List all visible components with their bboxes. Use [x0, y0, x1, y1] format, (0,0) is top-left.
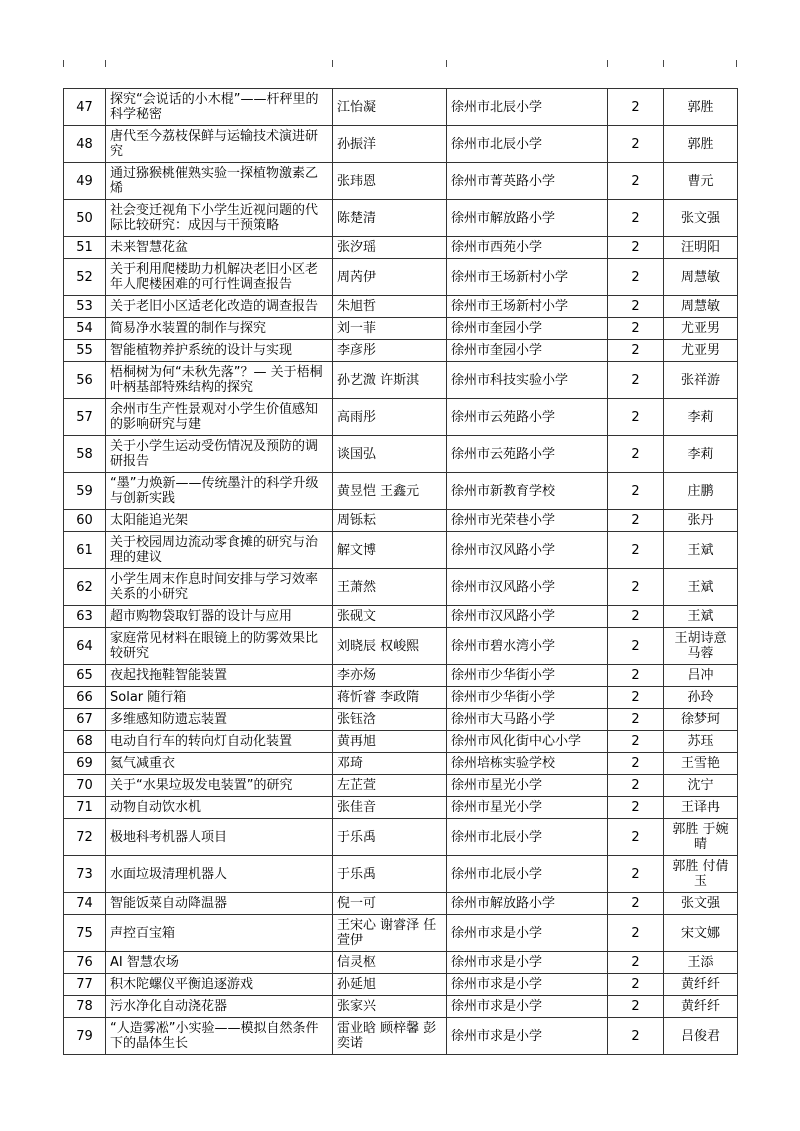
student-names-cell: 江怡凝 [333, 89, 447, 126]
advisor-names-cell: 宋文娜 [664, 915, 738, 952]
advisor-names-cell: 王译冉 [664, 797, 738, 819]
table-row [64, 753, 738, 775]
advisor-names-cell: 张祥游 [664, 362, 738, 399]
advisor-names-cell: 李莉 [664, 399, 738, 436]
table-row [64, 296, 738, 318]
advisor-names-cell: 张文强 [664, 200, 738, 237]
advisor-names-cell: 沈宁 [664, 775, 738, 797]
advisor-names-cell: 张文强 [664, 893, 738, 915]
table-row [64, 628, 738, 665]
student-names-cell: 蒋忻睿 李政隋 [333, 687, 447, 709]
student-names-cell: 张玮恩 [333, 163, 447, 200]
advisor-names-cell: 苏珏 [664, 731, 738, 753]
table-row [64, 532, 738, 569]
school-name-cell: 徐州市奎园小学 [447, 340, 608, 362]
school-name-cell: 徐州市汉风路小学 [447, 606, 608, 628]
table-row [64, 819, 738, 856]
table-row [64, 974, 738, 996]
table-continuation-stub [736, 60, 737, 67]
student-names-cell: 张汐瑶 [333, 237, 447, 259]
school-name-cell: 徐州市新教育学校 [447, 473, 608, 510]
table-row [64, 237, 738, 259]
table-row [64, 952, 738, 974]
school-name-cell: 徐州市少华街小学 [447, 687, 608, 709]
school-name-cell: 徐州市北辰小学 [447, 819, 608, 856]
advisor-names-cell: 李莉 [664, 436, 738, 473]
student-names-cell: 李亦炀 [333, 665, 447, 687]
project-title-cell: 动物自动饮水机 [106, 797, 333, 819]
school-name-cell: 徐州市星光小学 [447, 775, 608, 797]
student-names-cell: 李彦彤 [333, 340, 447, 362]
student-names-cell: 周芮伊 [333, 259, 447, 296]
project-title-cell: 小学生周末作息时间安排与学习效率关系的小研究 [106, 569, 333, 606]
project-title-cell: 声控百宝箱 [106, 915, 333, 952]
table-row [64, 340, 738, 362]
table-row [64, 126, 738, 163]
advisor-names-cell: 王胡诗意 马蓉 [664, 628, 738, 665]
project-title-cell: 关于利用爬楼助力机解决老旧小区老年人爬楼困难的可行性调查报告 [106, 259, 333, 296]
count-cell: 2 [608, 237, 664, 259]
project-title-cell: 通过猕猴桃催熟实验一探植物激素乙烯 [106, 163, 333, 200]
project-title-cell: 梧桐树为何“未秋先落”？— 关于梧桐叶柄基部特殊结构的探究 [106, 362, 333, 399]
row-number-cell: 60 [64, 510, 106, 532]
project-title-cell: 氦气减重衣 [106, 753, 333, 775]
table-continuation-stub [607, 60, 608, 67]
student-names-cell: 陈楚清 [333, 200, 447, 237]
project-title-cell: 唐代至今荔枝保鲜与运输技术演进研究 [106, 126, 333, 163]
table-row [64, 709, 738, 731]
row-number-cell: 79 [64, 1018, 106, 1055]
row-number-cell: 47 [64, 89, 106, 126]
table-continuation-stub [446, 60, 447, 67]
school-name-cell: 徐州市星光小学 [447, 797, 608, 819]
project-title-cell: “墨”力焕新——传统墨汁的科学升级与创新实践 [106, 473, 333, 510]
table-row [64, 731, 738, 753]
project-title-cell: 积木陀螺仪平衡追逐游戏 [106, 974, 333, 996]
row-number-cell: 77 [64, 974, 106, 996]
advisor-names-cell: 孙玲 [664, 687, 738, 709]
student-names-cell: 雷业晗 顾梓馨 彭奕诺 [333, 1018, 447, 1055]
row-number-cell: 54 [64, 318, 106, 340]
school-name-cell: 徐州培栋实验学校 [447, 753, 608, 775]
school-name-cell: 徐州市北辰小学 [447, 89, 608, 126]
advisor-names-cell: 汪明阳 [664, 237, 738, 259]
school-name-cell: 徐州市北辰小学 [447, 856, 608, 893]
student-names-cell: 刘晓辰 权峻熙 [333, 628, 447, 665]
student-names-cell: 张家兴 [333, 996, 447, 1018]
row-number-cell: 68 [64, 731, 106, 753]
student-names-cell: 张砚文 [333, 606, 447, 628]
count-cell: 2 [608, 996, 664, 1018]
advisor-names-cell: 吕俊君 [664, 1018, 738, 1055]
school-name-cell: 徐州市少华街小学 [447, 665, 608, 687]
project-title-cell: 水面垃圾清理机器人 [106, 856, 333, 893]
row-number-cell: 76 [64, 952, 106, 974]
count-cell: 2 [608, 126, 664, 163]
school-name-cell: 徐州市求是小学 [447, 1018, 608, 1055]
project-title-cell: 多维感知防遗忘装置 [106, 709, 333, 731]
project-title-cell: 电动自行车的转向灯自动化装置 [106, 731, 333, 753]
row-number-cell: 57 [64, 399, 106, 436]
row-number-cell: 58 [64, 436, 106, 473]
table-row [64, 856, 738, 893]
row-number-cell: 63 [64, 606, 106, 628]
student-names-cell: 谈国弘 [333, 436, 447, 473]
student-names-cell: 邓琦 [333, 753, 447, 775]
table-row [64, 259, 738, 296]
project-title-cell: 超市购物袋取钉器的设计与应用 [106, 606, 333, 628]
project-title-cell: 家庭常见材料在眼镜上的防雾效果比较研究 [106, 628, 333, 665]
project-title-cell: 极地科考机器人项目 [106, 819, 333, 856]
advisor-names-cell: 尤亚男 [664, 318, 738, 340]
advisor-names-cell: 郭胜 [664, 126, 738, 163]
project-title-cell: 简易净水装置的制作与探究 [106, 318, 333, 340]
school-name-cell: 徐州市碧水湾小学 [447, 628, 608, 665]
student-names-cell: 信灵枢 [333, 952, 447, 974]
count-cell: 2 [608, 665, 664, 687]
student-names-cell: 朱旭哲 [333, 296, 447, 318]
advisor-names-cell: 黄纤纤 [664, 996, 738, 1018]
table-row [64, 569, 738, 606]
count-cell: 2 [608, 362, 664, 399]
school-name-cell: 徐州市风化街中心小学 [447, 731, 608, 753]
table-row [64, 318, 738, 340]
school-name-cell: 徐州市解放路小学 [447, 893, 608, 915]
student-names-cell: 黄再旭 [333, 731, 447, 753]
row-number-cell: 62 [64, 569, 106, 606]
table-row [64, 163, 738, 200]
project-title-cell: Solar 随行箱 [106, 687, 333, 709]
advisor-names-cell: 郭胜 付倩玉 [664, 856, 738, 893]
student-names-cell: 王萧然 [333, 569, 447, 606]
table-row [64, 687, 738, 709]
school-name-cell: 徐州市王场新村小学 [447, 259, 608, 296]
advisor-names-cell: 吕冲 [664, 665, 738, 687]
student-names-cell: 孙延旭 [333, 974, 447, 996]
row-number-cell: 48 [64, 126, 106, 163]
advisor-names-cell: 徐梦珂 [664, 709, 738, 731]
count-cell: 2 [608, 974, 664, 996]
table-row [64, 996, 738, 1018]
row-number-cell: 71 [64, 797, 106, 819]
table-row [64, 436, 738, 473]
advisor-names-cell: 曹元 [664, 163, 738, 200]
count-cell: 2 [608, 893, 664, 915]
school-name-cell: 徐州市菁英路小学 [447, 163, 608, 200]
table-row [64, 915, 738, 952]
advisor-names-cell: 王斌 [664, 532, 738, 569]
student-names-cell: 倪一可 [333, 893, 447, 915]
student-names-cell: 王宋心 谢睿泽 任萱伊 [333, 915, 447, 952]
row-number-cell: 67 [64, 709, 106, 731]
count-cell: 2 [608, 819, 664, 856]
row-number-cell: 66 [64, 687, 106, 709]
student-names-cell: 黄昱恺 王鑫元 [333, 473, 447, 510]
row-number-cell: 73 [64, 856, 106, 893]
row-number-cell: 53 [64, 296, 106, 318]
student-names-cell: 解文博 [333, 532, 447, 569]
school-name-cell: 徐州市大马路小学 [447, 709, 608, 731]
table-continuation-stub [332, 60, 333, 67]
row-number-cell: 56 [64, 362, 106, 399]
advisor-names-cell: 郭胜 [664, 89, 738, 126]
project-title-cell: 智能饭菜自动降温器 [106, 893, 333, 915]
count-cell: 2 [608, 296, 664, 318]
project-title-cell: 余州市生产性景观对小学生价值感知的影响研究与建 [106, 399, 333, 436]
count-cell: 2 [608, 259, 664, 296]
count-cell: 2 [608, 340, 664, 362]
school-name-cell: 徐州市求是小学 [447, 952, 608, 974]
row-number-cell: 70 [64, 775, 106, 797]
advisor-names-cell: 尤亚男 [664, 340, 738, 362]
project-title-cell: 夜起找拖鞋智能装置 [106, 665, 333, 687]
advisor-names-cell: 庄鹏 [664, 473, 738, 510]
row-number-cell: 50 [64, 200, 106, 237]
row-number-cell: 49 [64, 163, 106, 200]
project-title-cell: 探究“会说话的小木棍”——杆秤里的科学秘密 [106, 89, 333, 126]
count-cell: 2 [608, 436, 664, 473]
school-name-cell: 徐州市光荣巷小学 [447, 510, 608, 532]
project-title-cell: 关于小学生运动受伤情况及预防的调研报告 [106, 436, 333, 473]
row-number-cell: 59 [64, 473, 106, 510]
advisor-names-cell: 郭胜 于婉晴 [664, 819, 738, 856]
count-cell: 2 [608, 399, 664, 436]
school-name-cell: 徐州市求是小学 [447, 974, 608, 996]
count-cell: 2 [608, 569, 664, 606]
count-cell: 2 [608, 606, 664, 628]
school-name-cell: 徐州市王场新村小学 [447, 296, 608, 318]
school-name-cell: 徐州市解放路小学 [447, 200, 608, 237]
count-cell: 2 [608, 318, 664, 340]
project-title-cell: 关于老旧小区适老化改造的调查报告 [106, 296, 333, 318]
table-row [64, 89, 738, 126]
count-cell: 2 [608, 628, 664, 665]
table-row [64, 775, 738, 797]
school-name-cell: 徐州市汉风路小学 [447, 569, 608, 606]
advisor-names-cell: 王添 [664, 952, 738, 974]
student-names-cell: 周铄耘 [333, 510, 447, 532]
count-cell: 2 [608, 731, 664, 753]
school-name-cell: 徐州市云苑路小学 [447, 399, 608, 436]
count-cell: 2 [608, 1018, 664, 1055]
student-names-cell: 于乐禹 [333, 856, 447, 893]
student-names-cell: 刘一菲 [333, 318, 447, 340]
project-title-cell: 关于校园周边流动零食摊的研究与治理的建议 [106, 532, 333, 569]
table-row [64, 362, 738, 399]
count-cell: 2 [608, 915, 664, 952]
school-name-cell: 徐州市求是小学 [447, 915, 608, 952]
student-names-cell: 孙艺溦 许斯淇 [333, 362, 447, 399]
school-name-cell: 徐州市求是小学 [447, 996, 608, 1018]
school-name-cell: 徐州市奎园小学 [447, 318, 608, 340]
count-cell: 2 [608, 510, 664, 532]
projects-table-body [64, 89, 738, 1055]
project-title-cell: 污水净化自动浇花器 [106, 996, 333, 1018]
project-title-cell: AI 智慧农场 [106, 952, 333, 974]
table-row [64, 1018, 738, 1055]
count-cell: 2 [608, 687, 664, 709]
count-cell: 2 [608, 709, 664, 731]
school-name-cell: 徐州市科技实验小学 [447, 362, 608, 399]
table-continuation-stub [663, 60, 664, 67]
project-title-cell: 太阳能追光架 [106, 510, 333, 532]
row-number-cell: 78 [64, 996, 106, 1018]
count-cell: 2 [608, 856, 664, 893]
table-row [64, 797, 738, 819]
count-cell: 2 [608, 473, 664, 510]
table-row [64, 606, 738, 628]
count-cell: 2 [608, 753, 664, 775]
table-continuation-stub [105, 60, 106, 67]
student-names-cell: 张钰浛 [333, 709, 447, 731]
advisor-names-cell: 王斌 [664, 606, 738, 628]
school-name-cell: 徐州市汉风路小学 [447, 532, 608, 569]
count-cell: 2 [608, 797, 664, 819]
advisor-names-cell: 黄纤纤 [664, 974, 738, 996]
table-continuation-stub [63, 60, 64, 67]
advisor-names-cell: 周慧敏 [664, 296, 738, 318]
count-cell: 2 [608, 775, 664, 797]
count-cell: 2 [608, 952, 664, 974]
row-number-cell: 51 [64, 237, 106, 259]
count-cell: 2 [608, 200, 664, 237]
row-number-cell: 55 [64, 340, 106, 362]
project-title-cell: 社会变迁视角下小学生近视问题的代际比较研究：成因与干预策略 [106, 200, 333, 237]
advisor-names-cell: 王斌 [664, 569, 738, 606]
school-name-cell: 徐州市西苑小学 [447, 237, 608, 259]
row-number-cell: 75 [64, 915, 106, 952]
table-row [64, 200, 738, 237]
school-name-cell: 徐州市北辰小学 [447, 126, 608, 163]
table-row [64, 665, 738, 687]
project-title-cell: 关于“水果垃圾发电装置”的研究 [106, 775, 333, 797]
advisor-names-cell: 周慧敏 [664, 259, 738, 296]
advisor-names-cell: 张丹 [664, 510, 738, 532]
project-title-cell: 智能植物养护系统的设计与实现 [106, 340, 333, 362]
student-names-cell: 高雨彤 [333, 399, 447, 436]
advisor-names-cell: 王雪艳 [664, 753, 738, 775]
projects-table [63, 88, 738, 1055]
table-continuation-stubs [63, 60, 738, 68]
row-number-cell: 52 [64, 259, 106, 296]
row-number-cell: 65 [64, 665, 106, 687]
student-names-cell: 左芷萱 [333, 775, 447, 797]
table-row [64, 399, 738, 436]
row-number-cell: 64 [64, 628, 106, 665]
project-title-cell: “人造雾凇”小实验——模拟自然条件下的晶体生长 [106, 1018, 333, 1055]
count-cell: 2 [608, 163, 664, 200]
table-row [64, 510, 738, 532]
row-number-cell: 72 [64, 819, 106, 856]
student-names-cell: 孙振洋 [333, 126, 447, 163]
table-row [64, 893, 738, 915]
student-names-cell: 于乐禹 [333, 819, 447, 856]
row-number-cell: 61 [64, 532, 106, 569]
row-number-cell: 74 [64, 893, 106, 915]
school-name-cell: 徐州市云苑路小学 [447, 436, 608, 473]
student-names-cell: 张佳音 [333, 797, 447, 819]
project-title-cell: 未来智慧花盆 [106, 237, 333, 259]
count-cell: 2 [608, 532, 664, 569]
row-number-cell: 69 [64, 753, 106, 775]
table-row [64, 473, 738, 510]
count-cell: 2 [608, 89, 664, 126]
